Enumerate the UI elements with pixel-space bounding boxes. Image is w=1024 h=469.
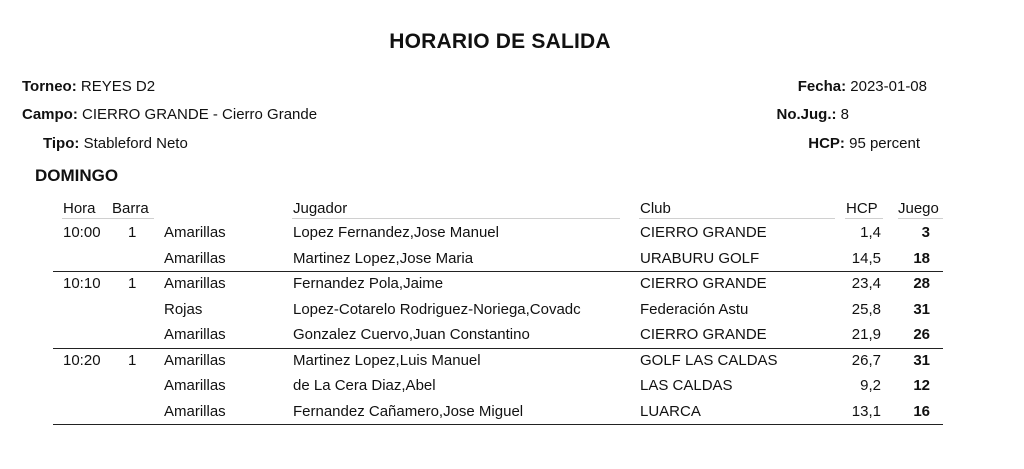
- cell-hora: 10:10: [63, 275, 101, 292]
- cell-juego: 31: [913, 351, 930, 369]
- group-separator: [53, 348, 943, 349]
- cell-barra: 1: [128, 224, 137, 241]
- header-jugador: Jugador: [293, 200, 348, 217]
- cell-hora: 10:20: [63, 351, 101, 369]
- cell-hcp: 26,7: [851, 351, 881, 369]
- torneo-value: REYES D2: [80, 78, 156, 95]
- cell-jugador: Martinez Lopez,Luis Manuel: [293, 351, 481, 369]
- header-hora: Hora: [63, 200, 96, 217]
- cell-club: LAS CALDAS: [640, 377, 733, 394]
- cell-tee: Rojas: [164, 300, 203, 318]
- group-separator: [53, 424, 943, 425]
- cell-hcp: 1,4: [860, 224, 881, 241]
- torneo-info: [22, 78, 155, 95]
- fecha-value: 2023-01-08: [850, 78, 927, 95]
- cell-juego: 18: [913, 249, 930, 267]
- cell-jugador: Fernandez Pola,Jaime: [293, 275, 444, 292]
- campo-value: CIERRO GRANDE - Cierro Grande: [82, 106, 318, 123]
- header-juego: Juego: [898, 200, 939, 217]
- header-underline: [292, 218, 620, 219]
- cell-tee: Amarillas: [164, 249, 226, 267]
- cell-jugador: Lopez Fernandez,Jose Manuel: [293, 224, 499, 241]
- cell-jugador: Gonzalez Cuervo,Juan Constantino: [293, 326, 530, 343]
- header-underline: [639, 218, 835, 219]
- header-club: Club: [640, 200, 671, 217]
- cell-barra: 1: [128, 351, 137, 369]
- cell-hcp: 9,2: [860, 377, 881, 394]
- cell-jugador: Fernandez Cañamero,Jose Miguel: [293, 402, 524, 420]
- cell-jugador: de La Cera Diaz,Abel: [293, 377, 436, 394]
- cell-juego: 31: [913, 300, 930, 318]
- cell-club: CIERRO GRANDE: [640, 326, 767, 343]
- cell-tee: Amarillas: [164, 275, 226, 292]
- cell-juego: 16: [913, 402, 930, 420]
- tipo-value: Stableford Neto: [83, 135, 188, 152]
- cell-jugador: Martinez Lopez,Jose Maria: [293, 249, 474, 267]
- cell-juego: 12: [913, 377, 930, 394]
- nojug-label: No.Jug.:: [776, 106, 837, 123]
- hcp-label: HCP:: [808, 135, 845, 152]
- tipo-label: Tipo:: [43, 135, 80, 152]
- cell-juego: 28: [913, 275, 930, 292]
- cell-club: CIERRO GRANDE: [640, 275, 767, 292]
- day-heading: DOMINGO: [35, 166, 119, 185]
- cell-club: LUARCA: [640, 402, 701, 420]
- campo-info: [22, 106, 317, 123]
- cell-hcp: 23,4: [851, 275, 881, 292]
- cell-barra: 1: [128, 275, 137, 292]
- cell-tee: Amarillas: [164, 402, 226, 420]
- nojug-info: [776, 106, 849, 123]
- cell-hcp: 21,9: [851, 326, 881, 343]
- nojug-value: 8: [840, 106, 849, 123]
- torneo-label: Torneo:: [22, 78, 77, 95]
- cell-club: Federación Astu: [640, 300, 749, 318]
- cell-tee: Amarillas: [164, 377, 226, 394]
- cell-juego: 3: [921, 224, 930, 241]
- hcp-value: 95 percent: [849, 135, 920, 152]
- page-title: HORARIO DE SALIDA: [389, 30, 611, 53]
- group-separator: [53, 271, 943, 272]
- cell-tee: Amarillas: [164, 326, 226, 343]
- fecha-label: Fecha:: [797, 78, 847, 95]
- cell-hora: 10:00: [63, 224, 101, 241]
- cell-tee: Amarillas: [164, 224, 226, 241]
- fecha-info: [798, 78, 927, 95]
- tipo-info: [43, 135, 188, 152]
- cell-hcp: 14,5: [851, 249, 881, 267]
- header-underline: [845, 218, 883, 219]
- cell-club: GOLF LAS CALDAS: [640, 351, 778, 369]
- cell-hcp: 13,1: [851, 402, 881, 420]
- header-hcp: HCP: [846, 200, 878, 217]
- cell-hcp: 25,8: [851, 300, 881, 318]
- cell-tee: Amarillas: [164, 351, 226, 369]
- header-underline: [62, 218, 154, 219]
- campo-label: Campo:: [22, 106, 78, 123]
- cell-club: CIERRO GRANDE: [640, 224, 767, 241]
- header-barra: Barra: [112, 200, 149, 217]
- hcp-info: [808, 135, 920, 152]
- cell-club: URABURU GOLF: [640, 249, 760, 267]
- cell-jugador: Lopez-Cotarelo Rodriguez-Noriega,Covadc: [293, 300, 581, 318]
- header-underline: [898, 218, 943, 219]
- cell-juego: 26: [913, 326, 930, 343]
